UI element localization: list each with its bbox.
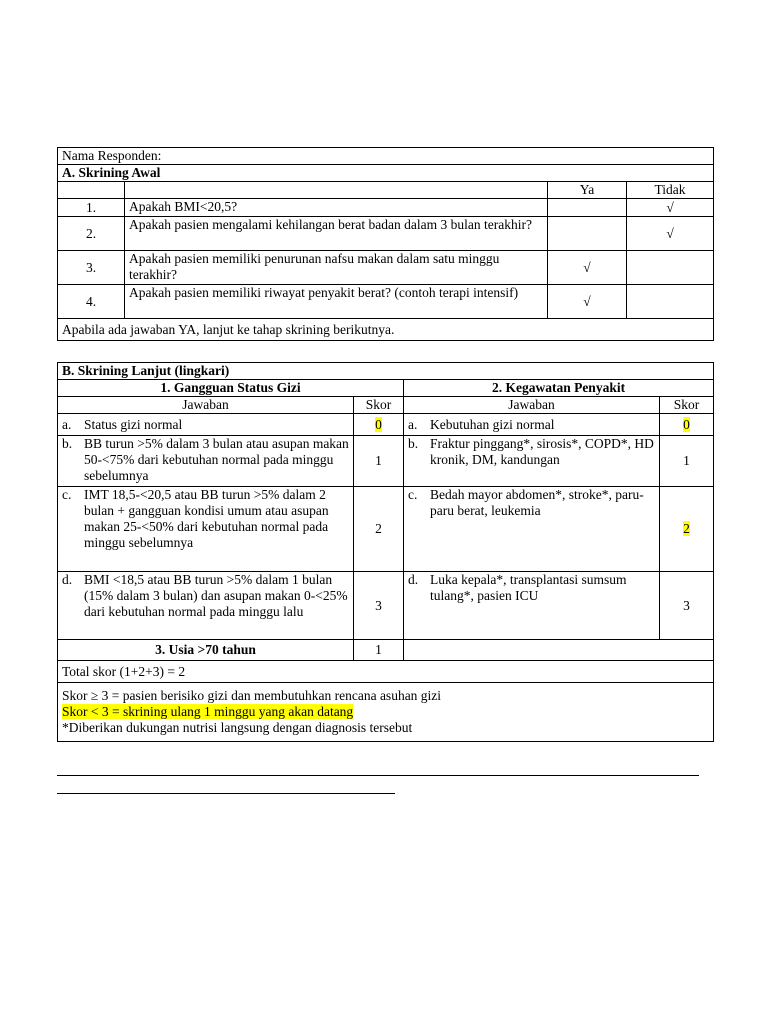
tidak-check [627, 251, 714, 285]
col-ya-header: Ya [548, 182, 627, 199]
option-key: c. [408, 487, 418, 502]
sub2-title: 2. Kegawatan Penyakit [404, 380, 714, 397]
option-text: Kebutuhan gizi normal [430, 416, 555, 432]
age-row-blank [404, 640, 714, 661]
row-number: 3. [58, 251, 125, 285]
option-text: Luka kepala*, transplantasi sumsum tulang*, pasien ICU [430, 572, 627, 603]
ya-check [548, 199, 627, 217]
option-text: BMI <18,5 atau BB turun >5% dalam 1 bulan (15% dalam 3 bulan) dan asupan makan 0-<25% dari kebutuhan normal pada minggu lalu [84, 572, 348, 619]
row-number: 1. [58, 199, 125, 217]
respondent-label: Nama Responden: [58, 148, 714, 165]
score-value: 3 [354, 572, 404, 640]
score-value: 1 [354, 436, 404, 487]
score-value-highlighted: 0 [683, 416, 690, 432]
table-row [58, 436, 714, 487]
note-rescreen: Skor < 3 = skrining ulang 1 minggu yang akan datang [62, 704, 354, 719]
option-text: BB turun >5% dalam 3 bulan atau asupan makan 50-<75% dari kebutuhan normal pada minggu sebelumnya [84, 436, 349, 483]
score-value: 2 [354, 487, 404, 572]
tidak-check: √ [627, 199, 714, 217]
question-text: Apakah pasien memiliki penurunan nafsu makan dalam satu minggu terakhir? [125, 251, 548, 285]
signature-line-long [57, 775, 699, 776]
header-blank [125, 182, 548, 199]
ya-check [548, 217, 627, 251]
col-skor-header: Skor [660, 397, 714, 414]
table-row [58, 414, 714, 436]
header-blank [58, 182, 125, 199]
col-jawaban-header: Jawaban [404, 397, 660, 414]
option-key: a. [408, 416, 418, 432]
question-text: Apakah pasien mengalami kehilangan berat badan dalam 3 bulan terakhir? [125, 217, 548, 251]
option-key: a. [62, 416, 72, 432]
table-row [58, 217, 714, 251]
option-key: b. [408, 436, 419, 451]
option-key: d. [408, 572, 419, 587]
signature-line-short [57, 793, 395, 794]
table-row [58, 199, 714, 217]
screening-lanjut-table [57, 362, 714, 742]
option-text: Fraktur pinggang*, sirosis*, COPD*, HD kronik, DM, kandungan [430, 436, 654, 467]
age-label: 3. Usia >70 tahun [58, 640, 354, 661]
ya-check: √ [548, 251, 627, 285]
option-text: Bedah mayor abdomen*, stroke*, paru-paru berat, leukemia [430, 487, 644, 518]
table-row [58, 487, 714, 572]
col-tidak-header: Tidak [627, 182, 714, 199]
option-text: IMT 18,5-<20,5 atau BB turun >5% dalam 2 bulan + gangguan kondisi umum atau asupan makan 25-<50% dari kebutuhan normal pada minggu sebelumnya [84, 487, 329, 550]
table-row [58, 572, 714, 640]
tidak-check: √ [627, 217, 714, 251]
ya-check: √ [548, 285, 627, 319]
score-value: 1 [660, 436, 714, 487]
section-a-title: A. Skrining Awal [58, 165, 714, 182]
screening-awal-table [57, 147, 714, 341]
question-text: Apakah BMI<20,5? [125, 199, 548, 217]
question-text: Apakah pasien memiliki riwayat penyakit berat? (contoh terapi intensif) [125, 285, 548, 319]
score-value-highlighted: 2 [683, 521, 690, 536]
col-jawaban-header: Jawaban [58, 397, 354, 414]
row-number: 4. [58, 285, 125, 319]
option-text: Status gizi normal [84, 416, 183, 432]
table-row [58, 285, 714, 319]
notes-cell [58, 683, 714, 742]
age-score: 1 [354, 640, 404, 661]
section-b-title: B. Skrining Lanjut (lingkari) [58, 363, 714, 380]
tidak-check [627, 285, 714, 319]
note-nutrition-support: *Diberikan dukungan nutrisi langsung dengan diagnosis tersebut [62, 720, 413, 735]
option-key: d. [62, 572, 73, 587]
total-score: Total skor (1+2+3) = 2 [58, 661, 714, 683]
table-row [58, 251, 714, 285]
section-a-footer: Apabila ada jawaban YA, lanjut ke tahap skrining berikutnya. [58, 319, 714, 341]
row-number: 2. [58, 217, 125, 251]
sub1-title: 1. Gangguan Status Gizi [58, 380, 404, 397]
option-key: c. [62, 487, 72, 502]
score-value: 3 [660, 572, 714, 640]
score-value-highlighted: 0 [375, 416, 382, 432]
col-skor-header: Skor [354, 397, 404, 414]
option-key: b. [62, 436, 73, 451]
note-risk: Skor ≥ 3 = pasien berisiko gizi dan membutuhkan rencana asuhan gizi [62, 688, 442, 703]
